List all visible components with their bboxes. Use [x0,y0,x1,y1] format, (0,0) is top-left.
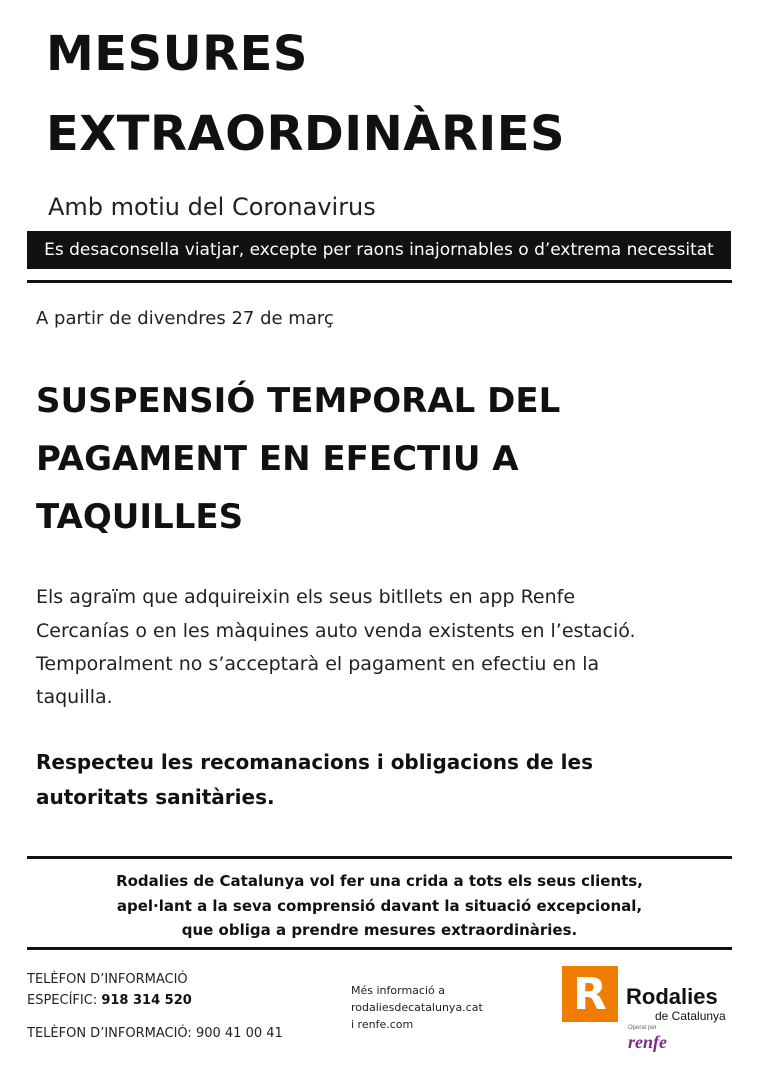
phone1-row [27,994,192,1007]
notice-heading-line-3: TAQUILLES [36,497,244,537]
phone1-number: 918 314 520 [101,993,192,1008]
phone1-label-specific: ESPECÍFIC: [27,993,98,1008]
banner-text: Es desaconsella viatjar, excepte per raons inajornables o d’extrema necessitat [44,240,714,260]
notice-body-line-1: Els agraïm que adquireixin els seus bitllets en app Renfe [36,586,576,608]
appeal-line-2: apel·lant a la seva comprensió davant la situació excepcional, [116,897,643,915]
subtitle: Amb motiu del Coronavirus [48,193,376,221]
notice-heading-line-1: SUSPENSIÓ TEMPORAL DEL [36,381,561,421]
divider-top [27,280,732,283]
more-info-line-3: i renfe.com [351,1018,414,1031]
phone2-number: 900 41 00 41 [195,1026,283,1041]
notice-body-line-4: taquilla. [36,686,113,708]
phone2-row [27,1027,283,1040]
title-line-1: MESURES [46,26,308,82]
phone2-label: TELÈFON D’INFORMACIÓ: [27,1026,192,1041]
notice-body-line-2: Cercanías o en les màquines auto venda existents en l’estació. [36,620,636,642]
recommendation-line-2: autoritats sanitàries. [36,785,275,809]
logo-region: de Catalunya [655,1009,726,1023]
more-info-line-2: rodaliesdecatalunya.cat [351,1001,483,1014]
renfe-logo: renfe [628,1032,667,1052]
travel-warning-banner [27,231,731,269]
effective-date: A partir de divendres 27 de març [36,308,334,329]
appeal-line-1: Rodalies de Catalunya vol fer una crida a tots els seus clients, [116,872,643,890]
appeal-line-3: que obliga a prendre mesures extraordinàries. [181,921,578,939]
notice-body-line-3: Temporalment no s’acceptarà el pagament en efectiu en la [36,653,600,675]
logo-operated-by: Operat per [628,1025,657,1031]
title-line-2: EXTRAORDINÀRIES [46,106,566,162]
phone1-label: TELÈFON D’INFORMACIÓ [27,972,188,987]
divider-middle [27,856,732,859]
logo-name: Rodalies [626,984,718,1009]
more-info-line-1: Més informació a [351,984,445,997]
recommendation-line-1: Respecteu les recomanacions i obligacions de les [36,750,593,774]
rodalies-logo-mark [562,966,618,1022]
notice-heading-line-2: PAGAMENT EN EFECTIU A [36,439,519,479]
logo-mark-letter: R [573,968,607,1020]
divider-bottom [27,947,732,950]
